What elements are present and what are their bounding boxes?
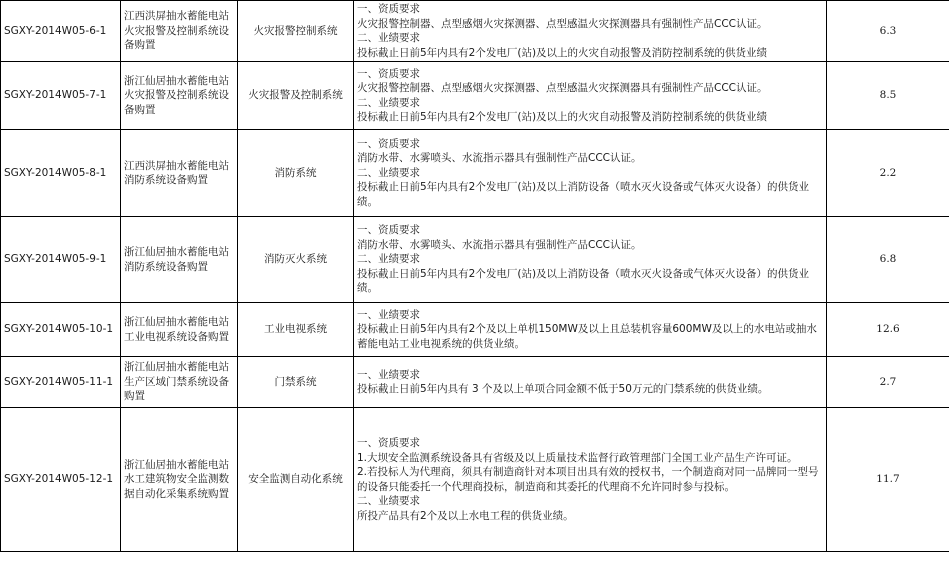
system-type-cell — [238, 1, 354, 62]
budget-cell — [827, 62, 949, 130]
requirement-line: 消防水带、水雾喷头、水流指示器具有强制性产品CCC认证。 — [357, 152, 642, 165]
table-row — [1, 357, 949, 408]
requirement-line: 二、业绩要求 — [357, 166, 420, 179]
project-name-cell — [121, 303, 238, 357]
system-type-cell — [238, 62, 354, 130]
project-name: 浙江仙居抽水蓄能电站水工建筑物安全监测数据自动化采集系统购置 — [124, 458, 229, 500]
package-code: SGXY-2014W05-7-1 — [4, 89, 107, 102]
project-name: 浙江仙居抽水蓄能电站消防系统设备购置 — [124, 246, 229, 273]
budget-cell — [827, 303, 949, 357]
table-row — [1, 62, 949, 130]
system-type: 消防系统 — [274, 166, 317, 179]
package-code-cell — [1, 217, 121, 303]
budget-cell — [827, 357, 949, 408]
budget-cell — [827, 408, 949, 552]
requirement-line: 一、资质要求 — [357, 3, 420, 15]
project-name: 江西洪屏抽水蓄能电站火灾报警及控制系统设备购置 — [124, 10, 229, 52]
system-type-cell — [238, 303, 354, 357]
requirement-line: 投标截止日前5年内具有2个及以上单机150MW及以上且总装机容量600MW及以上的水电站或抽水蓄能电站工业电视系统的供货业绩。 — [357, 323, 817, 350]
package-code-cell — [1, 408, 121, 552]
table-body — [1, 1, 949, 552]
requirement-line: 火灾报警控制器、点型感烟火灾探测器、点型感温火灾探测器具有强制性产品CCC认证。 — [357, 17, 768, 30]
budget-cell — [827, 130, 949, 217]
project-name: 浙江仙居抽水蓄能电站生产区域门禁系统设备购置 — [124, 361, 229, 403]
requirements-cell — [354, 303, 827, 357]
requirement-line: 一、资质要求 — [357, 437, 420, 449]
system-type-cell — [238, 408, 354, 552]
package-code-cell — [1, 62, 121, 130]
project-name: 江西洪屏抽水蓄能电站消防系统设备购置 — [124, 159, 229, 186]
requirement-line: 一、资质要求 — [357, 224, 420, 237]
package-code: SGXY-2014W05-10-1 — [4, 323, 114, 336]
project-name-cell — [121, 1, 238, 62]
requirements-cell — [354, 130, 827, 217]
package-code: SGXY-2014W05-11-1 — [4, 375, 114, 388]
budget-value: 6.8 — [879, 253, 897, 266]
package-code: SGXY-2014W05-8-1 — [4, 166, 107, 179]
requirement-line: 一、资质要求 — [357, 67, 420, 80]
project-name: 浙江仙居抽水蓄能电站火灾报警及控制系统设备购置 — [124, 74, 229, 116]
requirement-line: 所投产品具有2个及以上水电工程的供货业绩。 — [357, 509, 574, 522]
budget-value: 11.7 — [876, 473, 900, 486]
requirements-cell — [354, 217, 827, 303]
package-code: SGXY-2014W05-6-1 — [4, 24, 107, 37]
requirement-line: 二、业绩要求 — [357, 96, 420, 109]
system-type: 火灾报警及控制系统 — [248, 89, 343, 102]
requirement-line: 二、业绩要求 — [357, 32, 420, 44]
requirement-line: 2.若投标人为代理商，须具有制造商针对本项目出具有效的授权书，一个制造商对同一品牌同一型号的设备只能委托一个代理商投标，制造商和其委托的代理商不允许同时参与投标。 — [357, 466, 819, 493]
requirement-line: 二、业绩要求 — [357, 495, 420, 507]
project-name-cell — [121, 217, 238, 303]
system-type-cell — [238, 217, 354, 303]
system-type-cell — [238, 357, 354, 408]
system-type: 消防灭火系统 — [264, 253, 327, 266]
requirements-cell — [354, 408, 827, 552]
table-row — [1, 217, 949, 303]
system-type: 门禁系统 — [274, 375, 317, 388]
requirement-line: 一、业绩要求 — [357, 368, 420, 381]
system-type-cell — [238, 130, 354, 217]
budget-value: 8.5 — [879, 89, 897, 102]
budget-value: 6.3 — [879, 24, 897, 37]
table-row — [1, 408, 949, 552]
package-code: SGXY-2014W05-9-1 — [4, 253, 107, 266]
requirement-line: 一、业绩要求 — [357, 308, 420, 321]
requirement-line: 1.大坝安全监测系统设备具有省级及以上质量技术监督行政管理部门全国工业产品生产许可证。 — [357, 451, 798, 464]
requirement-line: 二、业绩要求 — [357, 253, 420, 266]
system-type: 工业电视系统 — [264, 323, 327, 336]
requirement-line: 一、资质要求 — [357, 137, 420, 150]
requirement-line: 投标截止日前5年内具有 3 个及以上单项合同金额不低于50万元的门禁系统的供货业绩。 — [357, 383, 769, 395]
package-code-cell — [1, 303, 121, 357]
requirements-cell — [354, 357, 827, 408]
system-type: 安全监测自动化系统 — [248, 473, 343, 486]
requirements-cell — [354, 1, 827, 62]
requirement-line: 消防水带、水雾喷头、水流指示器具有强制性产品CCC认证。 — [357, 238, 642, 251]
system-type: 火灾报警控制系统 — [253, 24, 338, 37]
requirement-line: 投标截止日前5年内具有2个发电厂(站)及以上的火灾自动报警及消防控制系统的供货业绩 — [357, 111, 768, 123]
budget-cell — [827, 217, 949, 303]
package-code-cell — [1, 1, 121, 62]
table-row — [1, 303, 949, 357]
requirement-line: 火灾报警控制器、点型感烟火灾探测器、点型感温火灾探测器具有强制性产品CCC认证。 — [357, 82, 768, 94]
table-row — [1, 1, 949, 62]
package-code-cell — [1, 130, 121, 217]
budget-value: 2.2 — [879, 166, 897, 179]
package-code: SGXY-2014W05-12-1 — [4, 473, 114, 486]
requirement-line: 投标截止日前5年内具有2个发电厂(站)及以上的火灾自动报警及消防控制系统的供货业绩 — [357, 46, 768, 59]
requirement-line: 投标截止日前5年内具有2个发电厂(站)及以上消防设备（喷水灭火设备或气体灭火设备）的供货业绩。 — [357, 267, 810, 295]
project-name-cell — [121, 62, 238, 130]
budget-value: 2.7 — [879, 375, 897, 388]
requirements-cell — [354, 62, 827, 130]
project-name-cell — [121, 357, 238, 408]
table-row — [1, 130, 949, 217]
project-name: 浙江仙居抽水蓄能电站工业电视系统设备购置 — [124, 316, 229, 343]
budget-cell — [827, 1, 949, 62]
package-code-cell — [1, 357, 121, 408]
project-name-cell — [121, 130, 238, 217]
budget-value: 12.6 — [876, 323, 900, 336]
project-name-cell — [121, 408, 238, 552]
requirement-line: 投标截止日前5年内具有2个发电厂(站)及以上消防设备（喷水灭火设备或气体灭火设备）的供货业绩。 — [357, 181, 810, 208]
